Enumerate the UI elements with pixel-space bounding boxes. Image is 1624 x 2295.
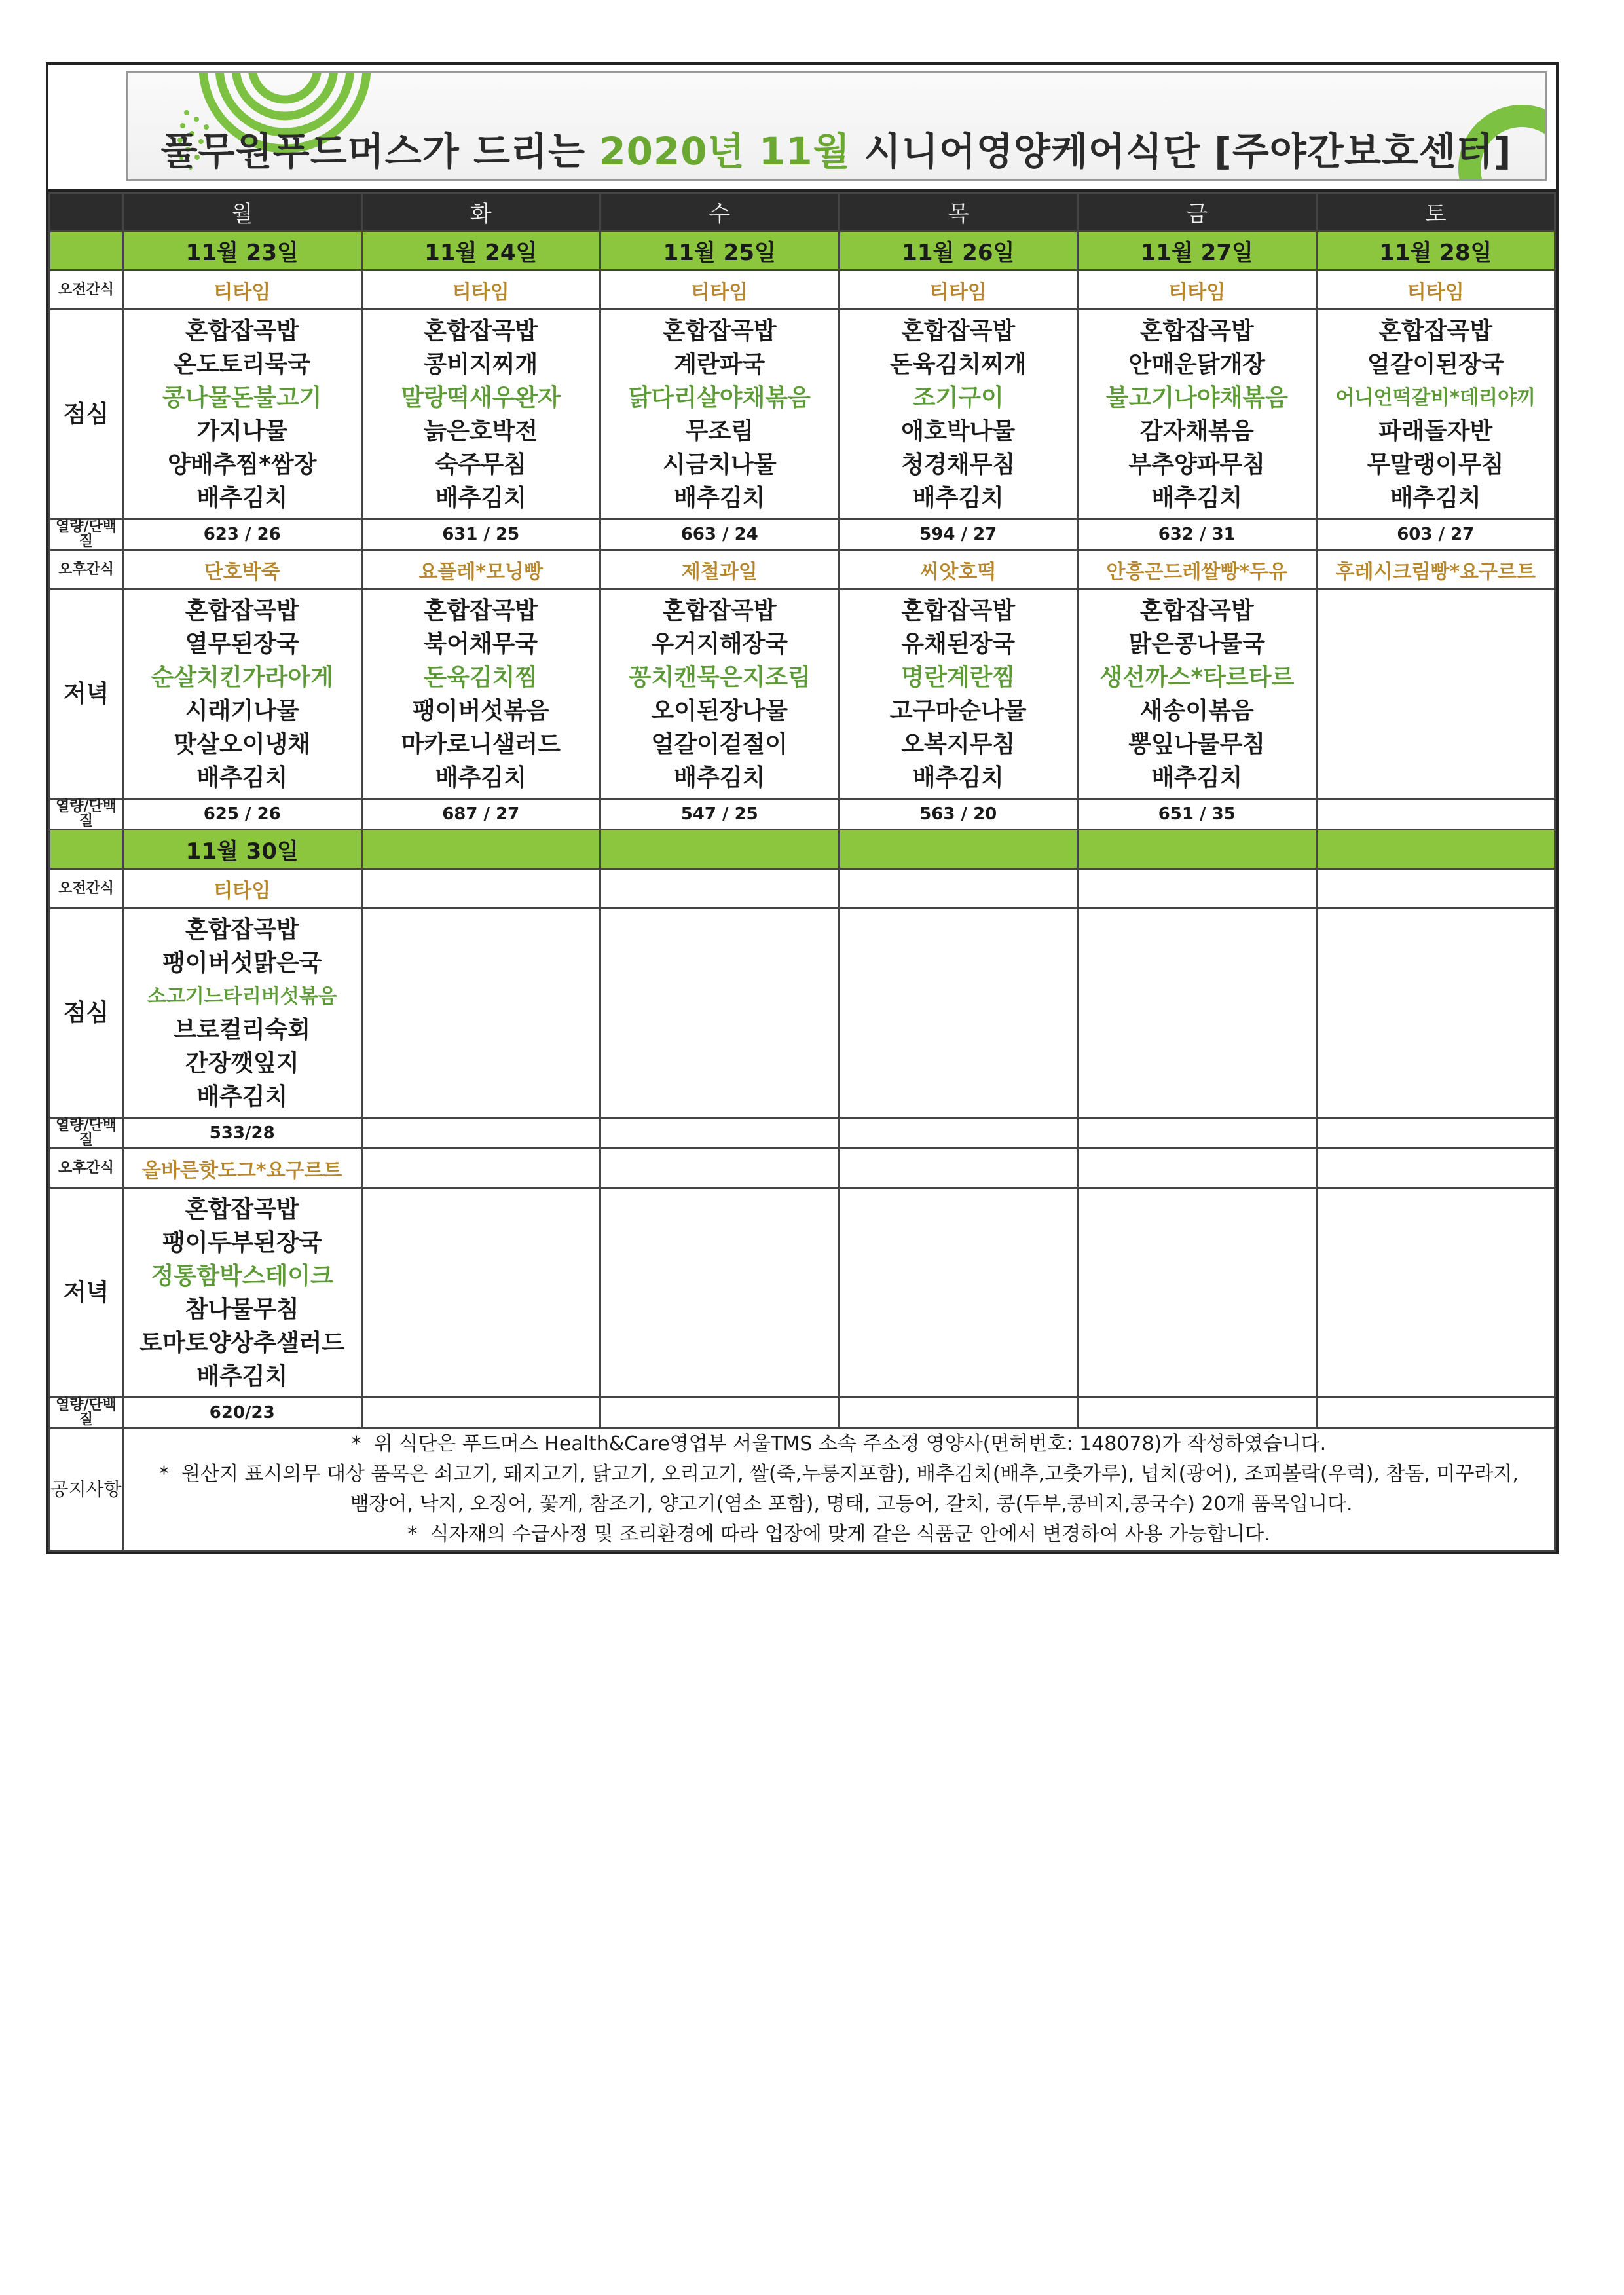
row-label: 오후간식 [50, 550, 123, 589]
w2-afternoon-snack-row [50, 1149, 1555, 1188]
lunch-cell [361, 310, 600, 519]
dish-item: 늙은호박전 [424, 417, 538, 445]
empty-cell [1316, 908, 1555, 1118]
dish-item: 배추김치 [435, 764, 526, 791]
main-dish: 명란계란찜 [901, 663, 1016, 691]
kcal-cell: 625 / 26 [123, 799, 362, 830]
afternoon-snack-row [50, 550, 1555, 589]
dinner-cell [839, 589, 1078, 799]
dish-item: 고구마순나물 [889, 697, 1027, 724]
empty-cell [1078, 1398, 1317, 1428]
row-label: 공지사항 [50, 1428, 123, 1551]
dish-item: 온도토리묵국 [174, 350, 311, 378]
empty-cell [1078, 908, 1317, 1118]
dish-item: 무조림 [685, 417, 754, 445]
main-dish: 돈육김치찜 [424, 663, 538, 691]
dish-item: 콩비지찌개 [424, 350, 538, 378]
w2-dinner-row [50, 1188, 1555, 1398]
snack-cell: 티타임 [123, 869, 362, 908]
row-label: 열량/단백질 [50, 519, 123, 550]
dish-item: 배추김치 [435, 484, 526, 512]
row-label: 저녁 [50, 1188, 123, 1398]
kcal-cell: 594 / 27 [839, 519, 1078, 550]
dish-item: 뽕잎나물무침 [1128, 730, 1266, 758]
main-dish: 콩나물돈불고기 [162, 384, 322, 411]
dinner-cell [123, 589, 362, 799]
dish-item: 배추김치 [1151, 764, 1243, 791]
dish-item: 부추양파무침 [1128, 451, 1266, 478]
date-row [50, 231, 1555, 271]
empty-cell [839, 908, 1078, 1118]
notice-line: * 위 식단은 푸드머스 Health&Care영업부 서울TMS 소속 주소정 영양사(면허번호: 148078)가 작성하였습니다. [351, 1432, 1327, 1455]
main-dish: 꽁치캔묵은지조림 [628, 663, 811, 691]
empty-cell [1316, 1118, 1555, 1149]
w2-lunch-row [50, 908, 1555, 1118]
dish-item: 새송이볶음 [1139, 697, 1254, 724]
row-label: 점심 [50, 908, 123, 1118]
kcal-cell [1316, 799, 1555, 830]
date-cell: 11월 25일 [600, 231, 840, 271]
row-label: 점심 [50, 310, 123, 519]
empty-cell [361, 1188, 600, 1398]
w2-dinner-kcal-row [50, 1398, 1555, 1428]
snack-cell: 안흥곤드레쌀빵*두유 [1078, 550, 1317, 589]
snack-cell: 제철과일 [600, 550, 840, 589]
title-part1: 풀무원푸드머스가 드리는 [160, 129, 600, 174]
dish-item: 마카로니샐러드 [401, 730, 561, 758]
header [48, 65, 1556, 192]
dish-item: 애호박나물 [901, 417, 1016, 445]
kcal-cell: 687 / 27 [361, 799, 600, 830]
empty-cell [1316, 1188, 1555, 1398]
row-label: 오전간식 [50, 869, 123, 908]
dish-item: 안매운닭개장 [1128, 350, 1266, 378]
snack-cell: 티타임 [1316, 271, 1555, 310]
dish-item: 숙주무침 [435, 451, 526, 478]
kcal-cell: 631 / 25 [361, 519, 600, 550]
dish-item: 돈육김치찌개 [889, 350, 1027, 378]
dinner-cell [1078, 589, 1317, 799]
notice-line: 뱀장어, 낙지, 오징어, 꽃게, 참조기, 양고기(염소 포함), 명태, 고등어, 갈치, 콩(두부,콩비지,콩국수) 20개 품목입니다. [325, 1493, 1353, 1516]
empty-cell [600, 869, 840, 908]
dish-item: 청경채무침 [901, 451, 1016, 478]
dish-item: 배추김치 [912, 484, 1004, 512]
empty-cell [361, 1149, 600, 1188]
dinner-row [50, 589, 1555, 799]
dish-item: 북어채무국 [424, 630, 538, 658]
main-dish: 순살치킨가라아게 [151, 663, 333, 691]
row-label: 열량/단백질 [50, 1398, 123, 1428]
empty-cell [361, 908, 600, 1118]
row-label: 오후간식 [50, 1149, 123, 1188]
main-dish: 정통함박스테이크 [151, 1262, 333, 1290]
notice-line: * 원산지 표시의무 대상 품목은 쇠고기, 돼지고기, 닭고기, 오리고기, 쌀(죽,누룽지포함), 배추김치(배추,고춧가루), 넙치(광어), 조피볼락(우럭), 참돔, 미꾸라지, [159, 1463, 1519, 1485]
dish-item: 무말랭이무침 [1367, 451, 1504, 478]
dish-item: 유채된장국 [901, 630, 1016, 658]
kcal-cell: 547 / 25 [600, 799, 840, 830]
dinner-cell [361, 589, 600, 799]
empty-cell [600, 1188, 840, 1398]
dish-item: 배추김치 [674, 484, 766, 512]
dish-item: 혼합잡곡밥 [1139, 317, 1254, 345]
dish-item: 배추김치 [196, 1083, 288, 1110]
lunch-cell [123, 908, 362, 1118]
date-cell: 11월 28일 [1316, 231, 1555, 271]
dinner-cell [123, 1188, 362, 1398]
main-dish: 어니언떡갈비*데리야끼 [1335, 386, 1536, 409]
kcal-cell: 623 / 26 [123, 519, 362, 550]
empty-cell [1316, 869, 1555, 908]
date-label-empty [50, 830, 123, 869]
empty-cell [839, 1398, 1078, 1428]
empty-cell [600, 1398, 840, 1428]
dish-item: 배추김치 [196, 1362, 288, 1390]
kcal-cell: 651 / 35 [1078, 799, 1317, 830]
dish-item: 배추김치 [196, 764, 288, 791]
dish-item: 팽이두부된장국 [162, 1229, 322, 1256]
main-dish: 소고기느타리버섯볶음 [147, 984, 337, 1008]
dish-item: 열무된장국 [185, 630, 299, 658]
menu-table [48, 192, 1556, 1552]
empty-date-cell [839, 830, 1078, 869]
day-1: 화 [361, 193, 600, 231]
snack-cell: 씨앗호떡 [839, 550, 1078, 589]
day-4: 금 [1078, 193, 1317, 231]
dish-item: 배추김치 [674, 764, 766, 791]
dish-item: 양배추찜*쌈장 [168, 451, 317, 478]
corner-cell [50, 193, 123, 231]
dish-item: 배추김치 [196, 484, 288, 512]
empty-cell [839, 1149, 1078, 1188]
empty-cell [600, 908, 840, 1118]
dish-item: 파래돌자반 [1378, 417, 1493, 445]
date-cell: 11월 27일 [1078, 231, 1317, 271]
dish-item: 혼합잡곡밥 [662, 317, 777, 345]
menu-sheet [46, 62, 1559, 1554]
empty-date-cell [1316, 830, 1555, 869]
dish-item: 혼합잡곡밥 [185, 317, 299, 345]
dish-item: 시금치나물 [662, 451, 777, 478]
dish-item: 혼합잡곡밥 [424, 597, 538, 624]
dish-item: 팽이버섯맑은국 [162, 949, 322, 977]
dinner-cell [600, 589, 840, 799]
dish-item: 맛살오이냉채 [174, 730, 311, 758]
w2-morning-snack-row [50, 869, 1555, 908]
morning-snack-row [50, 271, 1555, 310]
snack-cell: 단호박죽 [123, 550, 362, 589]
lunch-row [50, 310, 1555, 519]
date-cell: 11월 26일 [839, 231, 1078, 271]
main-dish: 말랑떡새우완자 [401, 384, 561, 411]
snack-cell: 요플레*모닝빵 [361, 550, 600, 589]
dinner-kcal-row [50, 799, 1555, 830]
dish-item: 혼합잡곡밥 [185, 597, 299, 624]
empty-cell [839, 1188, 1078, 1398]
day-2: 수 [600, 193, 840, 231]
row-label: 열량/단백질 [50, 799, 123, 830]
empty-date-cell [600, 830, 840, 869]
dish-item: 혼합잡곡밥 [1139, 597, 1254, 624]
date-cell: 11월 24일 [361, 231, 600, 271]
dish-item: 감자채볶음 [1139, 417, 1254, 445]
title-banner [126, 71, 1547, 181]
empty-cell [839, 1118, 1078, 1149]
dish-item: 혼합잡곡밥 [662, 597, 777, 624]
snack-cell: 올바른핫도그*요구르트 [123, 1149, 362, 1188]
empty-cell [1078, 1118, 1317, 1149]
empty-cell [1078, 1149, 1317, 1188]
dish-item: 오복지무침 [901, 730, 1016, 758]
kcal-cell: 603 / 27 [1316, 519, 1555, 550]
dish-item: 간장깻잎지 [185, 1049, 299, 1077]
date-cell: 11월 23일 [123, 231, 362, 271]
dish-item: 배추김치 [912, 764, 1004, 791]
title-part2: 시니어영양케어식단 [주야간보호센터] [850, 129, 1512, 174]
empty-cell [361, 1118, 600, 1149]
notice-cell [123, 1428, 1555, 1551]
dish-item: 혼합잡곡밥 [901, 597, 1016, 624]
kcal-cell: 620/23 [123, 1398, 362, 1428]
lunch-kcal-row [50, 519, 1555, 550]
page-title [128, 121, 1545, 176]
notice-row [50, 1428, 1555, 1551]
lunch-cell [600, 310, 840, 519]
empty-date-cell [1078, 830, 1317, 869]
kcal-cell: 533/28 [123, 1118, 362, 1149]
main-dish: 닭다리살야채볶음 [628, 384, 811, 411]
kcal-cell: 563 / 20 [839, 799, 1078, 830]
row-label: 열량/단백질 [50, 1118, 123, 1149]
dish-item: 혼합잡곡밥 [901, 317, 1016, 345]
dish-item: 배추김치 [1390, 484, 1481, 512]
dish-item: 맑은콩나물국 [1128, 630, 1266, 658]
day-3: 목 [839, 193, 1078, 231]
dish-item: 배추김치 [1151, 484, 1243, 512]
dish-item: 혼합잡곡밥 [1378, 317, 1493, 345]
dish-item: 혼합잡곡밥 [185, 916, 299, 943]
lunch-cell [1316, 310, 1555, 519]
day-header-row [50, 193, 1555, 231]
date-cell: 11월 30일 [123, 830, 362, 869]
dish-item: 우거지해장국 [651, 630, 788, 658]
dish-item: 혼합잡곡밥 [185, 1195, 299, 1223]
empty-cell [600, 1149, 840, 1188]
empty-date-cell [361, 830, 600, 869]
w2-lunch-kcal-row [50, 1118, 1555, 1149]
date-label-empty [50, 231, 123, 271]
snack-cell: 티타임 [600, 271, 840, 310]
dish-item: 참나물무침 [185, 1296, 299, 1323]
snack-cell: 티타임 [123, 271, 362, 310]
kcal-cell: 632 / 31 [1078, 519, 1317, 550]
snack-cell: 후레시크림빵*요구르트 [1316, 550, 1555, 589]
notice-line: * 식자재의 수급사정 및 조리환경에 따라 업장에 맞게 같은 식품군 안에서 변경하여 사용 가능합니다. [407, 1523, 1270, 1546]
dish-item: 브로컬리숙회 [174, 1016, 311, 1043]
dish-item: 팽이버섯볶음 [412, 697, 549, 724]
dish-item: 얼갈이겉절이 [651, 730, 788, 758]
dish-item: 가지나물 [196, 417, 288, 445]
snack-cell: 티타임 [1078, 271, 1317, 310]
snack-cell: 티타임 [361, 271, 600, 310]
dish-item: 계란파국 [674, 350, 766, 378]
empty-cell [1316, 1149, 1555, 1188]
lunch-cell [123, 310, 362, 519]
lunch-cell [839, 310, 1078, 519]
kcal-cell: 663 / 24 [600, 519, 840, 550]
empty-cell [839, 869, 1078, 908]
dinner-cell [1316, 589, 1555, 799]
snack-cell: 티타임 [839, 271, 1078, 310]
empty-cell [361, 1398, 600, 1428]
date-row-week2 [50, 830, 1555, 869]
empty-cell [1078, 869, 1317, 908]
dish-item: 토마토양상추샐러드 [139, 1329, 345, 1356]
main-dish: 불고기나야채볶음 [1105, 384, 1288, 411]
dish-item: 혼합잡곡밥 [424, 317, 538, 345]
empty-cell [1316, 1398, 1555, 1428]
lunch-cell [1078, 310, 1317, 519]
day-0: 월 [123, 193, 362, 231]
title-highlight: 2020년 11월 [599, 129, 851, 174]
empty-cell [600, 1118, 840, 1149]
empty-cell [1078, 1188, 1317, 1398]
empty-cell [361, 869, 600, 908]
dish-item: 오이된장나물 [651, 697, 788, 724]
day-5: 토 [1316, 193, 1555, 231]
main-dish: 조기구이 [912, 384, 1004, 411]
row-label: 오전간식 [50, 271, 123, 310]
row-label: 저녁 [50, 589, 123, 799]
dish-item: 시래기나물 [185, 697, 299, 724]
main-dish: 생선까스*타르타르 [1099, 663, 1295, 691]
dish-item: 얼갈이된장국 [1367, 350, 1504, 378]
